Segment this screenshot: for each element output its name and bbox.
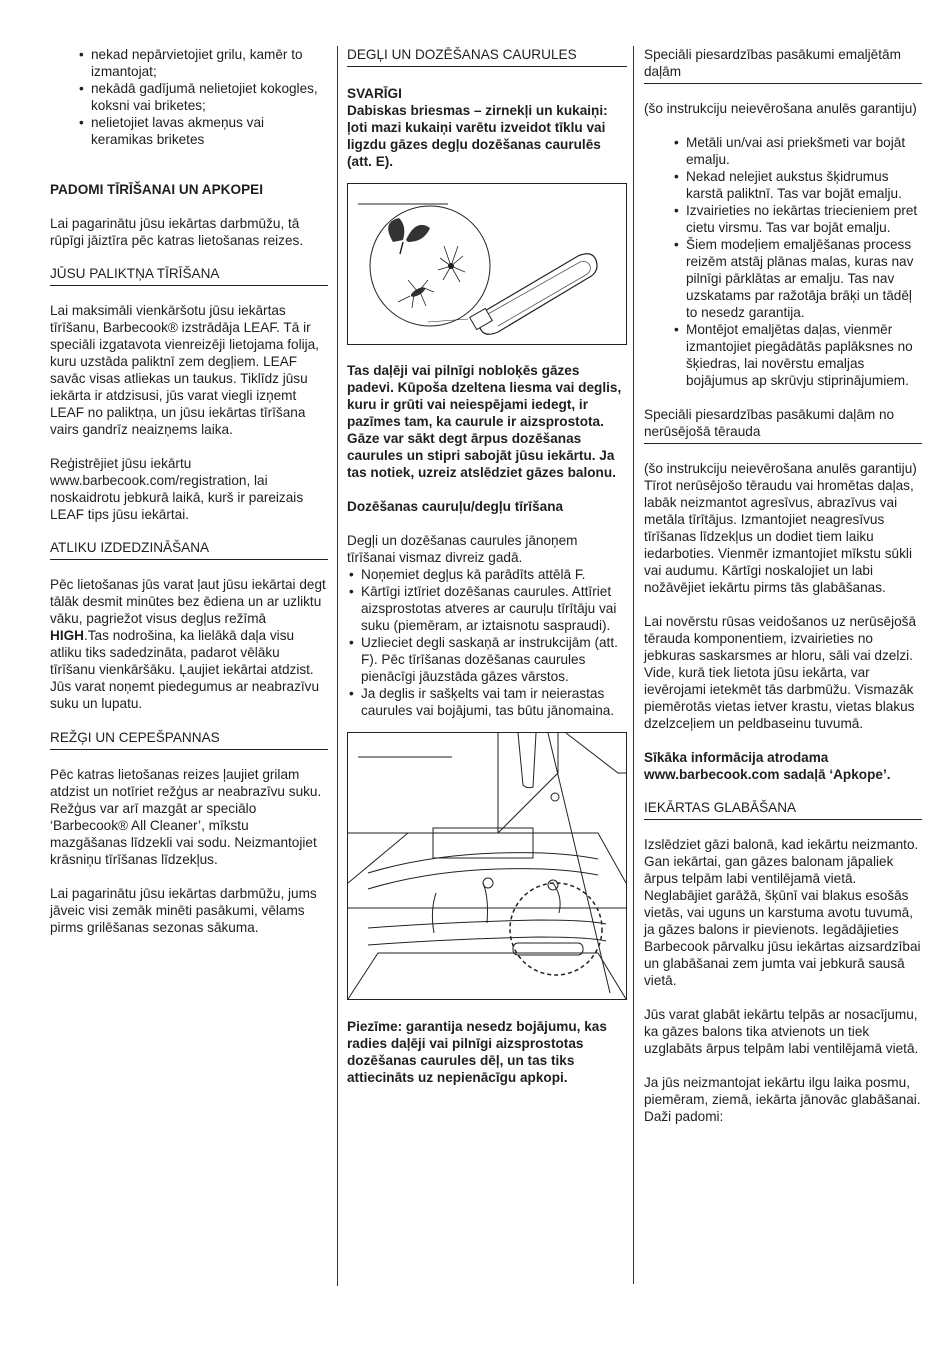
- enamel-heading: Speciāli piesardzības pasākumi emaljētām daļām: [644, 46, 922, 84]
- cleaning-steps: [347, 566, 627, 719]
- list-item: • Šiem modeļiem emaljēšanas process reizēm atstāj plānas malas, kuras nav pilnīgi pārklātas ar emalju. Tas nav uzskatams par ražotāja brāķi un tādēļ to nesedz garantija.: [672, 236, 922, 321]
- tips-heading: PADOMI TĪRĪŠANAI UN APKOPEI: [50, 182, 263, 197]
- storage-text: Izslēdziet gāzi balonā, kad iekārtu neizmanto. Gan iekārtai, gan gāzes balonam jāpaliek ārpus telpām labi ventilējamā vietā. Neglabājiet garāžā, šķūnī vai blakus esošās vietās, vai uguns un karstuma avotu tuvumā, ja gāzes balons ir pievienots. Iegādājieties Barbecook pārvalku jūsu iekārtas aizsardzībai un glabāšanai zem jumta vai jebkurā sausā vietā.: [644, 837, 921, 988]
- list-item: • nekādā gadījumā nelietojiet kokogles, koksni vai briketes;: [77, 80, 328, 114]
- burners-heading: DEGĻI UN DOZĒŠANAS CAURULES: [347, 46, 627, 67]
- storage-heading: IEKĀRTAS GLABĀŠANA: [644, 799, 922, 820]
- burn-off-heading: ATLIKU IZDEDZINĀŠANA: [50, 539, 328, 560]
- long-term-storage-text: Ja jūs neizmantojat iekārtu ilgu laika posmu, piemēram, ziemā, iekārta jānovāc glabāšanai. Daži padomi:: [644, 1075, 921, 1124]
- list-item: • nekad nepārvietojiet grilu, kamēr to izmantojat;: [77, 46, 328, 80]
- cleaning-subheading: Dozēšanas cauruļu/degļu tīrīšana: [347, 499, 564, 514]
- column-1: [50, 46, 328, 936]
- list-item: • Izvairieties no iekārtas triecieniem pret cietu virsmu. Tas var bojāt emalju.: [672, 202, 922, 236]
- rust-prevention-text: Lai novērstu rūsas veidošanos uz nerūsējošā tērauda komponentiem, izvairieties no jebkuras saskarsmes ar hloru, sāli vai dzelzi. Vide, kurā tiek lietota jūsu iekārta, var ievērojami ietekmēt tās darbmūžu. Vismazāk piemērotās vietas ietver krastu, vietas blakus dzelzceļiem un peldbaseinu tuvumā.: [644, 614, 917, 731]
- list-item: • Uzlieciet degli saskaņā ar instrukcijām (att. F). Pēc tīrīšanas dozēšanas caurules pienācīgi jāuzstāda gāzes vārstos.: [347, 634, 627, 685]
- grates-text-2: Lai pagarinātu jūsu iekārtas darbmūžu, jums jāveic visi zemāk minēti pasākumi, vēlams pirms grilēšanas sezonas sākuma.: [50, 886, 317, 935]
- list-item: • Nekad nelejiet aukstus šķidrumus karstā paliktnī. Tas var bojāt emalju.: [672, 168, 922, 202]
- burner-removal-illustration: [348, 733, 626, 999]
- list-item: • Kārtīgi iztīriet dozēšanas caurules. Attīriet aizsprostotas atveres ar cauruļu tīrītāju vai suku (piemēram, ar iztaisnotu saspraudi).: [347, 583, 627, 634]
- column-2: [347, 46, 627, 1086]
- tips-text: Lai pagarinātu jūsu iekārtas darbmūžu, tā rūpīgi jāiztīra pēc katras lietošanas reizes.: [50, 216, 304, 248]
- warning-text: Dabiskas briesmas – zirnekļi un kukaiņi: ļoti mazi kukaiņi varētu izveidot tīklu vai ligzdu gāzes degļu dozēšanas caurulēs (att. E).: [347, 103, 608, 169]
- insects-burner-illustration: [348, 184, 626, 344]
- safety-list: [77, 46, 328, 148]
- column-3: [644, 46, 922, 1125]
- plate-cleaning-heading: JŪSU PALIKTŅA TĪRĪŠANA: [50, 265, 328, 286]
- list-item: • Noņemiet degļus kā parādīts attēlā F.: [347, 566, 627, 583]
- list-item: • Montējot emaljētas daļas, vienmēr izmantojiet piegādātās paplāksnes no šķiedras, lai novērstu emaljas bojājumus ap skrūvju stiprinājumiem.: [672, 321, 922, 389]
- burn-off-text: Pēc lietošanas jūs varat ļaut jūsu iekārtai degt tālāk desmit minūtes bez ēdiena un ar uzliktu vāku, pagriežot visus degļus režīmā HIGH.Tas nodrošina, ka lielākā daļa visu atliku tiks sadedzināta, padarot vēlāku tīrīšanu vienkāršāku. Ļaujiet iekārtai atdzist.: [50, 577, 326, 677]
- stainless-cleaning-text: Tīrot nerūsējošo tēraudu vai hromētas daļas, labāk neizmantot agresīvus, abrazīvus vai metāla tīrītājus. Izmantojiet neagresīvus tīrīšanas līdzekļus un dodiet tiem laiku iedarboties. Vienmēr izmantojiet mīkstu sūkli vai audumu. Kārtīgi noskalojiet un labi nožāvējiet iekārtu pirms tās glabāšanas.: [644, 478, 914, 595]
- blockage-warning-text: Tas daļēji vai pilnīgi nobloķēs gāzes padevi. Kūpoša dzeltena liesma vai deglis, kuru ir grūti vai neiespējami iedegt, ir pazīmes tam, ka caurule ir aizsprostota. Gāze var sākt degt ārpus dozēšanas caurules un stipri sabojāt jūsu iekārtu. Ja tas notiek, uzreiz atslēdziet gāzes balonu.: [347, 363, 622, 480]
- column-divider-1: [337, 46, 338, 1286]
- registration-text: Reģistrējiet jūsu iekārtu www.barbecook.com/registration, lai noskaidrotu jebkurā laikā, kurš ir pareizais LEAF tips jūsu iekārtai.: [50, 456, 304, 522]
- warning-title: SVARĪGI: [347, 86, 402, 101]
- enamel-warranty-note: (šo instrukciju neievērošana anulēs garantiju): [644, 101, 917, 116]
- plate-cleaning-text: Lai maksimāli vienkāršotu jūsu iekārtas tīrīšanu, Barbecook® izstrādāja LEAF. Tā ir speciāli izgatavota vienreizēji lietojama folija, kuru uzstāda paliktnī zem degļiem. LEAF savāc visas atliekas un taukus. Tiklīdz jūsu iekārta ir atdzisusi, jūs varat viegli izņemt LEAF no paliktņa, un jūsu iekārtas tīrīšana vairs gandrīz neaizņems laika.: [50, 303, 319, 437]
- grates-heading: REŽĢI UN CEPEŠPANNAS: [50, 729, 328, 750]
- stainless-heading: Speciāli piesardzības pasākumi daļām no nerūsējošā tērauda: [644, 406, 922, 444]
- warranty-note: Piezīme: garantija nesedz bojājumu, kas radies daļēji vai pilnīgi aizsprostotas dozēšanas caurules dēļ, un tas tiks attiecināts uz nepienācīgu apkopi.: [347, 1019, 607, 1085]
- column-divider-2: [633, 46, 634, 1284]
- figure-f-burner-removal: [347, 732, 627, 1000]
- indoor-storage-text: Jūs varat glabāt iekārtu telpās ar nosacījumu, ka gāzes balons tika atvienots un tiek uzglabāts ārpus telpām labi ventilējamā vietā.: [644, 1007, 919, 1056]
- burn-off-note: Jūs varat noņemt piedegumus ar neabrazīvu suku un lupatu.: [50, 679, 320, 711]
- stainless-warranty-note: (šo instrukciju neievērošana anulēs garantiju): [644, 461, 917, 476]
- list-item: • nelietojiet lavas akmeņus vai keramikas briketes: [77, 114, 328, 148]
- list-item: • Ja deglis ir sašķelts vai tam ir neierastas caurules vai bojājumi, tas būtu jānomaina.: [347, 685, 627, 719]
- grates-text: Pēc katras lietošanas reizes ļaujiet grilam atdzist un notīriet režģus ar neabrazīvu suku. Režģus var arī mazgāt ar speciālo ‘Barbecook® All Cleaner’, mīkstu mazgāšanas līdzekli vai sodu. Neizmantojiet krāsniņu tīrīšanas līdzekļus.: [50, 767, 322, 867]
- figure-e-insects: [347, 183, 627, 345]
- cleaning-intro: Degļi un dozēšanas caurules jānoņem tīrīšanai vismaz divreiz gadā.: [347, 533, 578, 565]
- list-item: • Metāli un/vai asi priekšmeti var bojāt emalju.: [672, 134, 922, 168]
- more-info-text: Sīkāka informācija atrodama www.barbecook.com sadaļā ‘Apkope’.: [644, 750, 891, 782]
- enamel-precautions-list: [672, 134, 922, 389]
